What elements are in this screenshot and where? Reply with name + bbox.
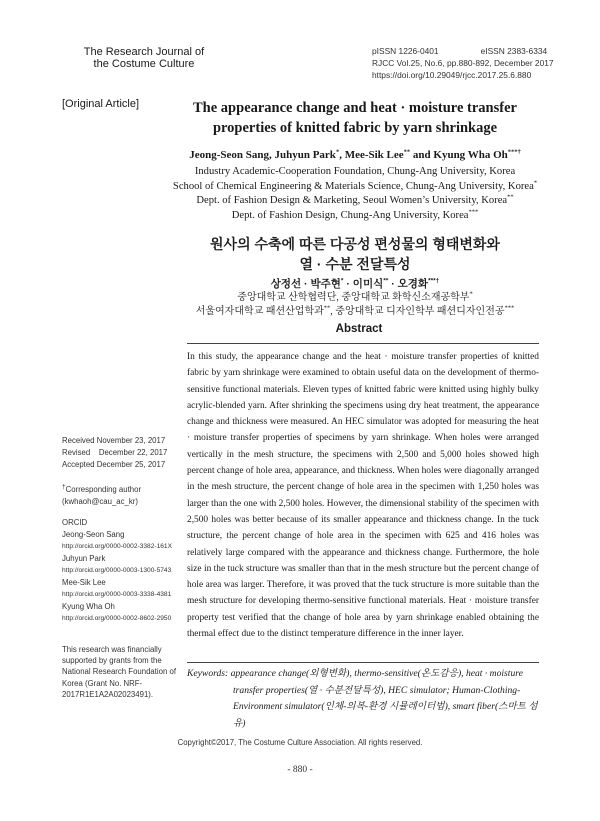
page-number: - 880 - xyxy=(287,765,313,775)
revised-date: December 22, 2017 xyxy=(98,448,168,457)
orcid-link[interactable]: http://orcid.org/0000-0003-3338-4381 xyxy=(62,591,172,598)
orcid-link[interactable]: http://orcid.org/0000-0002-3382-161X xyxy=(62,543,172,550)
copyright: Copyright©2017, The Costume Culture Association. All rights reserved. xyxy=(177,738,423,747)
abstract-text: In this study, the appearance change and the heat · moisture transfer properties of knitted fabric by yarn shrinkage were examined to obtain useful data on the development of thermo-sensitive functional materials. Eleven types of knitted fabric were knitted using highly bulky acrylic-blended yarn. After shrinking the specimens using dry heat treatment, the appearance change and thickness were measured. An HEC simulator was adopted for measuring the heat · moisture transfer properties of specimens by yarn shrinkage. When holes were arranged vertically in the mesh structure, the specimens with 2,500 and 5,000 holes showed high percent change of hole area, appearance, and thickness. When holes were diagonally arranged in the mesh structure, the percent change of hole area in the specimen with 1,250 holes was larger than the one with 2,500 holes. However, the dimensional stability of the specimen with 2,500 holes was better because of its smaller appearance and thickness change. In the tuck structure, the percent change of hole area in the specimen with 625 and 416 holes was relatively large compared with the appearance and thickness change. Furthermore, the hole size in the tuck structure was smaller than that in the mesh structure but the percent change of hole area was larger. Therefore, it was proved that the tuck structure is more suitable than the mesh structure for developing thermo-sensitive functional materials. Heat · moisture transfer property test verified that the change of hole area by yarn shrinkage enabled obtaining the thermal effect due to the distinct temperature difference in the inner layer. xyxy=(187,352,540,640)
funding-note: This research was financially supported by grants from the National Research Foundation of Korea (Grant No. NRF-2017R1E1A2A02023491). xyxy=(62,645,176,699)
abstract-top-rule xyxy=(187,343,539,344)
author-separator: , xyxy=(339,149,345,161)
orcid-name: Kyung Wha Oh xyxy=(62,602,115,611)
orcid-name: Juhyun Park xyxy=(62,554,106,563)
journal-name-line1: The Research Journal of xyxy=(83,46,205,58)
orcid-name: Jeong-Seon Sang xyxy=(62,530,125,539)
korean-author-name: 이미식 xyxy=(352,278,384,290)
keywords-label: Keywords: xyxy=(187,668,229,679)
keywords xyxy=(187,666,541,732)
corresponding-email[interactable]: (kwhaoh@cau_ac_kr) xyxy=(62,497,138,506)
affiliation: Dept. of Fashion Design & Marketing, Seoul Women’s University, Korea** xyxy=(196,193,514,207)
received-label: Received xyxy=(62,436,95,445)
author-mark: ** xyxy=(403,148,411,156)
author-separator: , xyxy=(268,149,275,161)
dagger-mark: † xyxy=(62,483,66,491)
corresponding-author xyxy=(62,484,141,508)
author-mark: * xyxy=(335,148,340,156)
paper-title xyxy=(170,98,540,138)
issn-block xyxy=(372,45,554,81)
orcid-label: ORCID xyxy=(62,518,88,527)
abstract-bottom-rule xyxy=(187,662,539,663)
accepted-label: Accepted xyxy=(62,460,95,469)
author-name: Mee-Sik Lee xyxy=(344,149,404,161)
korean-affiliation-line1: 중앙대학교 산학협력단, 중앙대학교 화학신소재공학부* xyxy=(237,290,473,303)
orcid-link[interactable]: http://orcid.org/0000-0003-1300-5743 xyxy=(62,567,172,574)
korean-author-list: 상정선 · 박주현* · 이미식** · 오경화***† xyxy=(270,277,440,290)
abstract-heading: Abstract xyxy=(335,323,383,335)
journal-name xyxy=(64,46,224,70)
korean-author-name: 상정선 xyxy=(270,278,302,290)
author-name: Jeong-Seon Sang xyxy=(189,149,269,161)
citation: RJCC Vol.25, No.6, pp.880-892, December 2017 xyxy=(372,58,554,68)
korean-affiliations xyxy=(170,291,540,319)
journal-name-line2: the Costume Culture xyxy=(93,58,195,70)
korean-affiliation-line2: 서울여자대학교 패션산업학과**, 중앙대학교 디자인학부 패션디자인전공*** xyxy=(195,304,515,317)
korean-author-name: 오경화 xyxy=(397,278,429,290)
orcid-block xyxy=(62,517,172,625)
korean-title-line2: 열 · 수분 전달특성 xyxy=(299,256,411,272)
accepted-date: December 25, 2017 xyxy=(96,460,166,469)
eissn: eISSN 2383-6334 xyxy=(480,46,548,56)
keywords-text: appearance change(외형변화), thermo-sensitive(온도감응), heat · moisture transfer properties(열 · 수분전달특성), HEC simulator; Human-Clothing-Environment simulator(인체-의복-환경 시뮬레이터법), smart fiber(스마트 섬유) xyxy=(230,668,538,729)
korean-author-name: 박주현 xyxy=(310,278,341,290)
affiliation-list xyxy=(170,165,540,224)
affiliation: Dept. of Fashion Design, Chung-Ang University, Korea*** xyxy=(231,208,479,222)
article-dates xyxy=(62,435,167,471)
orcid-name: Mee-Sik Lee xyxy=(62,578,106,587)
author-name: Kyung Wha Oh xyxy=(433,149,508,161)
author-separator: and xyxy=(410,149,434,161)
paper-title-line1: The appearance change and heat · moisture transfer xyxy=(193,100,517,116)
author-list xyxy=(170,149,540,161)
paper-title-line2: properties of knitted fabric by yarn shrinkage xyxy=(212,120,498,136)
revised-label: Revised xyxy=(62,448,91,457)
corresponding-label: Corresponding author xyxy=(65,485,142,494)
affiliation: School of Chemical Engineering & Materials Science, Chung-Ang University, Korea* xyxy=(172,179,538,192)
korean-title-line1: 원사의 수축에 따른 다공성 편성물의 형태변화와 xyxy=(210,236,500,252)
orcid-link[interactable]: http://orcid.org/0000-0002-8602-2950 xyxy=(62,615,172,622)
pissn: pISSN 1226-0401 xyxy=(372,46,439,56)
author-name: Juhyun Park xyxy=(274,149,336,161)
affiliation: Industry Academic-Cooperation Foundation, Chung-Ang University, Korea xyxy=(194,166,516,177)
doi-link[interactable]: https://doi.org/10.29049/rjcc.2017.25.6.880 xyxy=(372,70,532,80)
author-mark: ***† xyxy=(507,148,521,156)
korean-title xyxy=(190,234,520,274)
article-type: [Original Article] xyxy=(62,98,140,110)
received-date: November 23, 2017 xyxy=(96,436,166,445)
